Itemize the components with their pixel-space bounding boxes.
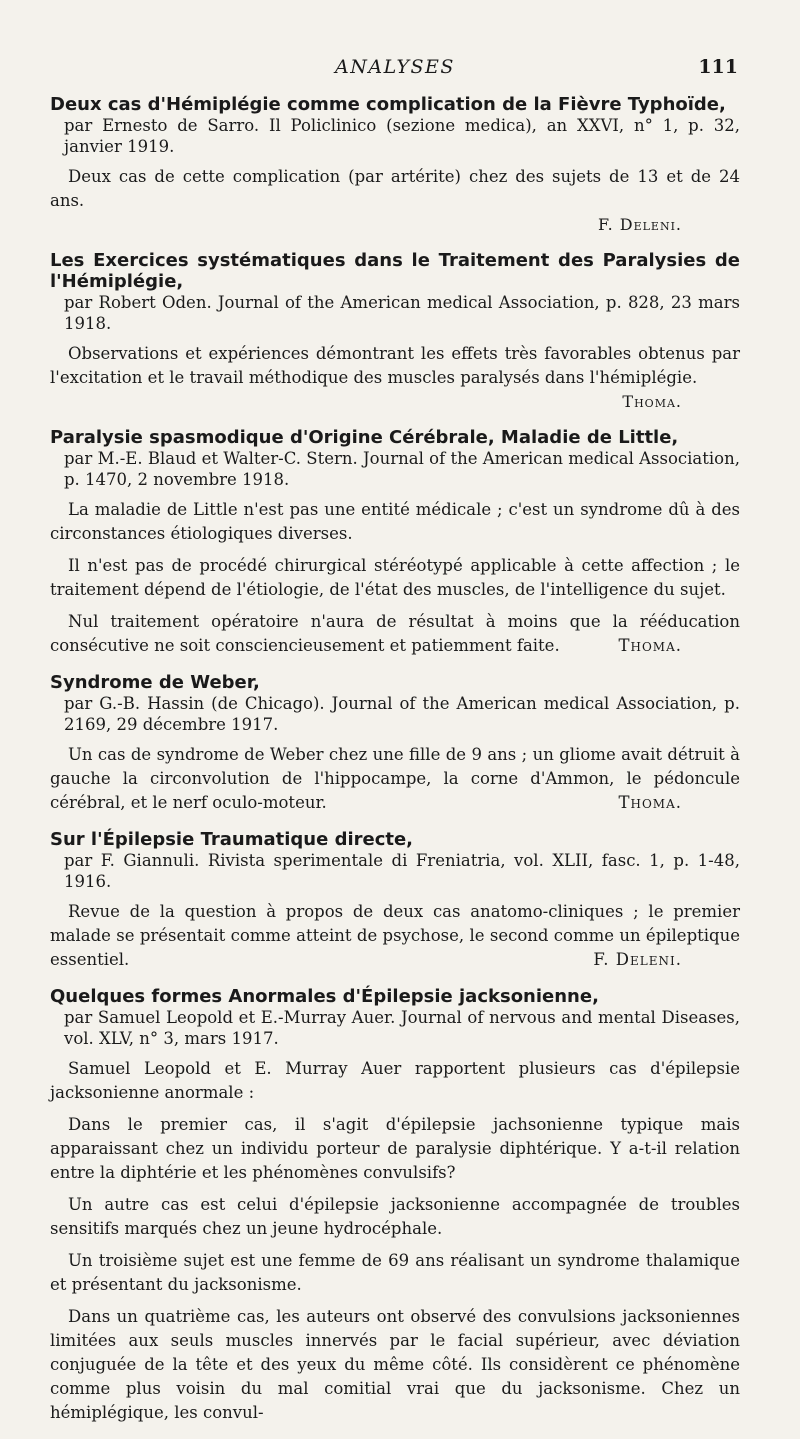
article-citation: par Samuel Leopold et E.-Murray Auer. Journal of nervous and mental Diseases, vol. XLV, n° 3, mars 1917.	[64, 1008, 740, 1048]
article	[50, 427, 740, 658]
article-citation: par M.-E. Blaud et Walter-C. Stern. Journal of the American medical Association, p. 1470, 2 novembre 1918.	[64, 449, 740, 489]
article-citation: par Robert Oden. Journal of the American medical Association, p. 828, 23 mars 1918.	[64, 293, 740, 333]
article-paragraph: Un troisième sujet est une femme de 69 ans réalisant un syndrome thalamique et présentant du jacksonisme.	[50, 1251, 740, 1294]
article-signature: Thoma.	[618, 636, 682, 655]
article-paragraph: Il n'est pas de procédé chirurgical stéréotypé applicable à cette affection ; le traitement dépend de l'étiologie, de l'état des muscles, de l'intelligence du sujet.	[50, 556, 740, 599]
article-title: Paralysie spasmodique d'Origine Cérébrale, Maladie de Little,	[50, 427, 679, 448]
article-paragraph: Dans un quatrième cas, les auteurs ont observé des convulsions jacksoniennes limitées aux seuls muscles innervés par le facial supérieur, avec déviation conjuguée de la tête et des yeux du même côté. Ils considèrent ce phénomène comme plus voisin du mal comitial vrai que du jacksonisme. Chez un hémiplégique, les convul-	[50, 1307, 740, 1422]
article	[50, 986, 740, 1425]
article-citation: par F. Giannuli. Rivista sperimentale di Freniatria, vol. XLII, fasc. 1, p. 1-48, 1916.	[64, 851, 740, 891]
article	[50, 672, 740, 815]
article-paragraph: Deux cas de cette complication (par artérite) chez des sujets de 13 et de 24 ans.	[50, 167, 740, 210]
article-signature: Thoma.	[618, 793, 682, 812]
running-title: ANALYSES	[335, 56, 455, 78]
article-title: Syndrome de Weber,	[50, 672, 260, 693]
article	[50, 250, 740, 413]
article-signature: F. Deleni.	[593, 950, 682, 969]
article-heading	[50, 94, 740, 157]
article-title: Les Exercices systématiques dans le Traitement des Paralysies de l'Hémiplégie,	[50, 250, 740, 292]
article-paragraph: Observations et expériences démontrant les effets très favorables obtenus par l'excitation et le travail méthodique des muscles paralysés dans l'hémiplégie.	[50, 344, 740, 387]
article-paragraph: Dans le premier cas, il s'agit d'épilepsie jachsonienne typique mais apparaissant chez un individu porteur de paralysie diphtérique. Y a-t-il relation entre la diphtérie et les phénomènes convulsifs?	[50, 1115, 740, 1182]
article	[50, 829, 740, 972]
article-paragraph-with-signature	[50, 610, 740, 658]
article-paragraph-with-signature	[50, 900, 740, 972]
article-heading	[50, 427, 740, 490]
article-heading	[50, 986, 740, 1049]
article-paragraph-text: Revue de la question à propos de deux cas anatomo-cliniques ; le premier malade se présentait comme atteint de psychose, le second comme un épileptique essentiel.	[50, 902, 740, 969]
article-title: Quelques formes Anormales d'Épilepsie jacksonienne,	[50, 986, 599, 1007]
article	[50, 94, 740, 236]
page-header	[0, 56, 800, 84]
article-paragraph: La maladie de Little n'est pas une entité médicale ; c'est un syndrome dû à des circonstances étiologiques diverses.	[50, 500, 740, 543]
article-paragraph-text: Nul traitement opératoire n'aura de résultat à moins que la rééducation consécutive ne soit consciencieusement et patiemment faite.	[50, 612, 740, 655]
article-citation: par Ernesto de Sarro. Il Policlinico (sezione medica), an XXVI, n° 1, p. 32, janvier 1919.	[64, 116, 740, 156]
article-title: Deux cas d'Hémiplégie comme complication de la Fièvre Typhoïde,	[50, 94, 726, 115]
article-heading	[50, 829, 740, 892]
article-signature: Thoma.	[622, 392, 682, 411]
article-paragraph-text: Un cas de syndrome de Weber chez une fille de 9 ans ; un gliome avait détruit à gauche la circonvolution de l'hippocampe, la corne d'Ammon, le pédoncule cérébral, et le nerf oculo-moteur.	[50, 745, 740, 812]
page-content	[50, 94, 740, 1439]
page-number: 111	[698, 56, 738, 78]
article-title: Sur l'Épilepsie Traumatique directe,	[50, 829, 414, 850]
article-paragraph: Samuel Leopold et E. Murray Auer rapportent plusieurs cas d'épilepsie jacksonienne anormale :	[50, 1059, 740, 1102]
article-heading	[50, 672, 740, 735]
article-citation: par G.-B. Hassin (de Chicago). Journal of the American medical Association, p. 2169, 29 décembre 1917.	[64, 694, 740, 734]
article-heading	[50, 250, 740, 334]
article-paragraph: Un autre cas est celui d'épilepsie jacksonienne accompagnée de troubles sensitifs marqués chez un jeune hydrocéphale.	[50, 1195, 740, 1238]
article-signature: F. Deleni.	[597, 215, 682, 234]
article-paragraph-with-signature	[50, 743, 740, 815]
